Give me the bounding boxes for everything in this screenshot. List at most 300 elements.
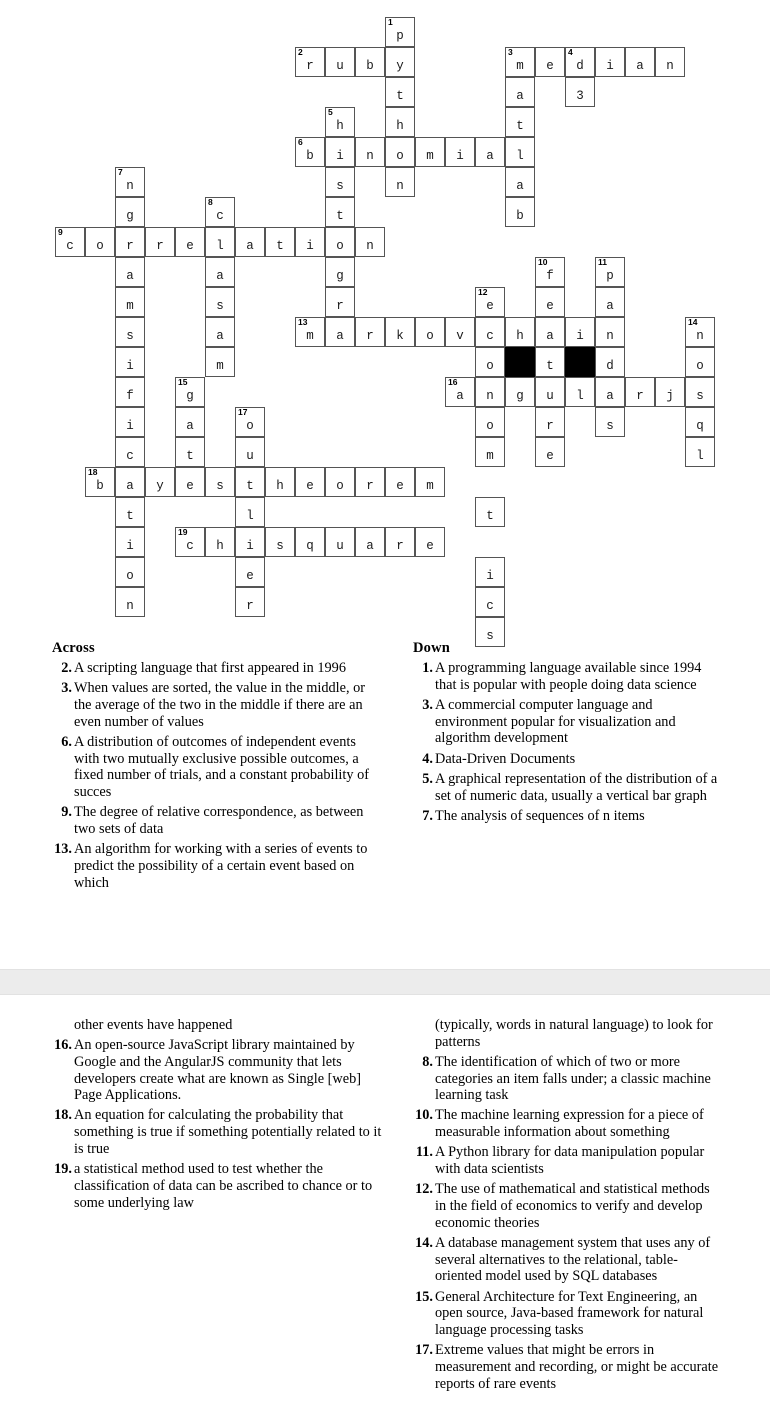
grid-cell-letter: a bbox=[216, 328, 224, 343]
clue-number: 8. bbox=[422, 1053, 433, 1070]
clue-item[interactable] bbox=[52, 841, 383, 891]
clue-item[interactable] bbox=[413, 697, 720, 747]
grid-cell-letter: g bbox=[516, 388, 524, 403]
grid-cell[interactable] bbox=[85, 227, 115, 257]
grid-cell[interactable] bbox=[355, 227, 385, 257]
grid-cell-number: 16 bbox=[448, 377, 458, 387]
grid-cell[interactable] bbox=[595, 47, 625, 77]
grid-cell[interactable] bbox=[595, 317, 625, 347]
grid-cell-letter: m bbox=[426, 478, 434, 493]
grid-cell[interactable] bbox=[205, 197, 235, 227]
grid-cell-number: 15 bbox=[178, 377, 188, 387]
grid-cell-letter: a bbox=[606, 388, 614, 403]
clue-text: A Python library for data manipulation popular with data scientists bbox=[435, 1144, 705, 1178]
grid-cell-letter: c bbox=[486, 328, 494, 343]
grid-cell-letter: r bbox=[126, 238, 134, 253]
grid-cell-letter: o bbox=[246, 418, 254, 433]
grid-cell-letter: p bbox=[606, 268, 614, 283]
clue-item[interactable] bbox=[413, 751, 720, 768]
grid-cell[interactable] bbox=[505, 317, 535, 347]
grid-cell-letter: t bbox=[396, 88, 404, 103]
clue-item[interactable] bbox=[413, 1107, 720, 1140]
grid-cell[interactable] bbox=[325, 257, 355, 287]
grid-cell-letter: c bbox=[186, 538, 194, 553]
clue-item[interactable] bbox=[413, 1144, 720, 1177]
clue-text: A commercial computer language and environment popular for visualization and algorithm development bbox=[435, 696, 676, 747]
clue-item[interactable] bbox=[52, 734, 383, 801]
grid-cell[interactable] bbox=[625, 47, 655, 77]
clue-number: 7. bbox=[422, 807, 433, 824]
grid-cell[interactable] bbox=[475, 287, 505, 317]
clue-item[interactable] bbox=[413, 660, 720, 693]
grid-cell-letter: l bbox=[696, 448, 704, 463]
clue-item[interactable] bbox=[413, 1289, 720, 1339]
grid-cell[interactable] bbox=[175, 227, 205, 257]
grid-cell-letter: m bbox=[486, 448, 494, 463]
grid-cell-letter: e bbox=[306, 478, 314, 493]
grid-cell-letter: b bbox=[366, 58, 374, 73]
clue-item[interactable] bbox=[52, 1161, 383, 1211]
grid-cell-number: 18 bbox=[88, 467, 98, 477]
grid-cell-letter: u bbox=[336, 538, 344, 553]
grid-cell[interactable] bbox=[445, 317, 475, 347]
clue-text: (typically, words in natural language) to look for patterns bbox=[435, 1016, 713, 1050]
clue-item[interactable] bbox=[413, 1017, 720, 1050]
grid-cell-number: 10 bbox=[538, 257, 548, 267]
grid-cell[interactable] bbox=[385, 167, 415, 197]
grid-cell-letter: a bbox=[126, 268, 134, 283]
grid-cell[interactable] bbox=[235, 557, 265, 587]
grid-cell-letter: c bbox=[126, 448, 134, 463]
grid-cell[interactable] bbox=[595, 377, 625, 407]
clue-number: 1. bbox=[422, 660, 433, 676]
grid-cell[interactable] bbox=[265, 527, 295, 557]
grid-cell[interactable] bbox=[115, 287, 145, 317]
grid-cell-letter: o bbox=[336, 238, 344, 253]
clue-text: When values are sorted, the value in the middle, or the average of the two in the middle if there are an even number of values bbox=[74, 680, 365, 730]
down-clue-list-1 bbox=[413, 660, 720, 824]
grid-cell-letter: i bbox=[126, 538, 134, 553]
grid-cell[interactable] bbox=[355, 467, 385, 497]
grid-cell[interactable] bbox=[325, 317, 355, 347]
grid-cell[interactable] bbox=[595, 407, 625, 437]
grid-cell-letter: y bbox=[396, 58, 404, 73]
grid-cell[interactable] bbox=[385, 107, 415, 137]
grid-cell[interactable] bbox=[205, 347, 235, 377]
grid-cell[interactable] bbox=[385, 17, 415, 47]
grid-cell-letter: m bbox=[426, 148, 434, 163]
grid-cell-letter: n bbox=[666, 58, 674, 73]
grid-cell[interactable] bbox=[115, 437, 145, 467]
grid-cell[interactable] bbox=[115, 317, 145, 347]
grid-cell[interactable] bbox=[385, 137, 415, 167]
grid-cell[interactable] bbox=[175, 527, 205, 557]
grid-cell-letter: g bbox=[126, 208, 134, 223]
clue-item[interactable] bbox=[52, 680, 383, 730]
grid-cell[interactable] bbox=[295, 467, 325, 497]
grid-cell[interactable] bbox=[595, 287, 625, 317]
grid-cell-number: 3 bbox=[508, 47, 513, 57]
grid-cell-number: 14 bbox=[688, 317, 698, 327]
grid-cell-letter: r bbox=[246, 598, 254, 613]
grid-cell[interactable] bbox=[475, 317, 505, 347]
grid-cell[interactable] bbox=[385, 47, 415, 77]
clue-text: Data-Driven Documents bbox=[435, 750, 576, 767]
grid-cell[interactable] bbox=[505, 107, 535, 137]
grid-cell[interactable] bbox=[235, 587, 265, 617]
grid-cell[interactable] bbox=[115, 467, 145, 497]
grid-cell[interactable] bbox=[475, 557, 505, 587]
clue-text: The degree of relative correspondence, as between two sets of data bbox=[74, 804, 364, 837]
grid-cell[interactable] bbox=[325, 47, 355, 77]
grid-cell[interactable] bbox=[445, 377, 475, 407]
grid-cell[interactable] bbox=[235, 467, 265, 497]
clue-text: A programming language available since 1994 that is popular with people doing data science bbox=[435, 660, 702, 693]
grid-cell[interactable] bbox=[235, 227, 265, 257]
grid-cell[interactable] bbox=[445, 137, 475, 167]
grid-cell[interactable] bbox=[115, 347, 145, 377]
clue-number: 10. bbox=[415, 1107, 433, 1124]
grid-cell-letter: a bbox=[366, 538, 374, 553]
grid-cell[interactable] bbox=[535, 257, 565, 287]
grid-cell-letter: f bbox=[546, 268, 554, 283]
grid-cell[interactable] bbox=[655, 377, 685, 407]
grid-cell-letter: e bbox=[486, 298, 494, 313]
grid-cell-letter: a bbox=[606, 298, 614, 313]
clue-item[interactable] bbox=[413, 1054, 720, 1104]
grid-cell-letter: g bbox=[336, 268, 344, 283]
grid-cell[interactable] bbox=[175, 437, 205, 467]
grid-cell-blocked bbox=[505, 347, 535, 377]
clue-number: 16. bbox=[54, 1037, 72, 1054]
grid-cell[interactable] bbox=[535, 347, 565, 377]
clue-item[interactable] bbox=[52, 1017, 383, 1034]
grid-cell[interactable] bbox=[625, 377, 655, 407]
grid-cell-letter: b bbox=[96, 478, 104, 493]
grid-cell-blocked bbox=[565, 347, 595, 377]
grid-cell-letter: n bbox=[486, 388, 494, 403]
clue-number: 14. bbox=[415, 1234, 433, 1251]
grid-cell-letter: a bbox=[516, 88, 524, 103]
grid-cell-letter: u bbox=[546, 388, 554, 403]
clue-number: 18. bbox=[54, 1107, 72, 1124]
grid-cell-letter: a bbox=[246, 238, 254, 253]
grid-cell[interactable] bbox=[475, 347, 505, 377]
clue-text: The machine learning expression for a piece of measurable information about something bbox=[435, 1107, 704, 1141]
grid-cell[interactable] bbox=[685, 317, 715, 347]
grid-cell[interactable] bbox=[595, 347, 625, 377]
grid-cell[interactable] bbox=[595, 257, 625, 287]
grid-cell-letter: r bbox=[546, 418, 554, 433]
grid-cell-letter: q bbox=[696, 418, 704, 433]
grid-cell-letter: a bbox=[126, 478, 134, 493]
grid-cell[interactable] bbox=[325, 287, 355, 317]
grid-cell-letter: s bbox=[606, 418, 614, 433]
grid-cell-number: 11 bbox=[598, 257, 607, 267]
grid-cell-letter: r bbox=[156, 238, 164, 253]
grid-cell[interactable] bbox=[115, 497, 145, 527]
clues-page-1 bbox=[0, 640, 770, 895]
grid-cell-letter: n bbox=[126, 598, 134, 613]
grid-cell-letter: l bbox=[516, 148, 524, 163]
grid-cell[interactable] bbox=[385, 467, 415, 497]
grid-cell-letter: a bbox=[336, 328, 344, 343]
grid-cell-letter: k bbox=[396, 328, 404, 343]
grid-cell[interactable] bbox=[535, 377, 565, 407]
clue-text: other events have happened bbox=[74, 1016, 233, 1033]
grid-cell[interactable] bbox=[355, 317, 385, 347]
grid-cell[interactable] bbox=[685, 437, 715, 467]
clue-item[interactable] bbox=[413, 1235, 720, 1285]
grid-cell-letter: i bbox=[486, 568, 494, 583]
grid-cell[interactable] bbox=[295, 47, 325, 77]
grid-cell[interactable] bbox=[265, 467, 295, 497]
grid-cell[interactable] bbox=[205, 227, 235, 257]
grid-cell-letter: f bbox=[126, 388, 134, 403]
clue-text: A distribution of outcomes of independent events with two mutually exclusive possible outcomes, a fixed number of trials, and a constant probability of succes bbox=[74, 733, 369, 801]
grid-cell[interactable] bbox=[115, 587, 145, 617]
grid-cell[interactable] bbox=[145, 467, 175, 497]
grid-cell-letter: b bbox=[306, 148, 314, 163]
grid-cell[interactable] bbox=[565, 77, 595, 107]
grid-cell[interactable] bbox=[205, 317, 235, 347]
grid-cell[interactable] bbox=[565, 47, 595, 77]
clue-number: 5. bbox=[422, 770, 433, 787]
grid-cell[interactable] bbox=[175, 407, 205, 437]
down-clue-list-2 bbox=[413, 1017, 720, 1393]
clue-item[interactable] bbox=[52, 1107, 383, 1157]
grid-cell[interactable] bbox=[475, 377, 505, 407]
grid-cell[interactable] bbox=[475, 137, 505, 167]
grid-cell-letter: a bbox=[636, 58, 644, 73]
across-clue-list-2 bbox=[52, 1017, 383, 1211]
grid-cell[interactable] bbox=[475, 587, 505, 617]
grid-cell[interactable] bbox=[385, 77, 415, 107]
clue-number: 3. bbox=[422, 696, 433, 713]
grid-cell[interactable] bbox=[535, 47, 565, 77]
clue-text: A scripting language that first appeared in 1996 bbox=[74, 660, 346, 676]
grid-cell-letter: a bbox=[456, 388, 464, 403]
clue-item[interactable] bbox=[52, 660, 383, 677]
grid-cell-number: 4 bbox=[568, 47, 573, 57]
grid-cell-letter: t bbox=[486, 508, 494, 523]
grid-cell[interactable] bbox=[415, 527, 445, 557]
grid-cell-letter: j bbox=[666, 388, 674, 403]
grid-cell[interactable] bbox=[385, 527, 415, 557]
grid-cell-letter: t bbox=[186, 448, 194, 463]
grid-cell[interactable] bbox=[685, 407, 715, 437]
across-clue-list-1 bbox=[52, 660, 383, 891]
grid-cell-letter: o bbox=[126, 568, 134, 583]
grid-cell-number: 7 bbox=[118, 167, 123, 177]
grid-cell-letter: i bbox=[336, 148, 344, 163]
grid-cell[interactable] bbox=[295, 317, 325, 347]
grid-cell[interactable] bbox=[415, 467, 445, 497]
grid-cell[interactable] bbox=[535, 407, 565, 437]
grid-cell[interactable] bbox=[415, 317, 445, 347]
grid-cell-letter: o bbox=[426, 328, 434, 343]
grid-cell[interactable] bbox=[115, 167, 145, 197]
grid-cell[interactable] bbox=[385, 317, 415, 347]
grid-cell-letter: i bbox=[126, 358, 134, 373]
grid-cell[interactable] bbox=[205, 287, 235, 317]
grid-cell[interactable] bbox=[535, 287, 565, 317]
grid-cell[interactable] bbox=[235, 527, 265, 557]
clue-text: General Architecture for Text Engineering, an open source, Java-based framework for natural language processing tasks bbox=[435, 1288, 704, 1339]
grid-cell-letter: m bbox=[516, 58, 524, 73]
grid-cell-letter: l bbox=[576, 388, 584, 403]
grid-cell-letter: p bbox=[396, 28, 404, 43]
grid-cell-letter: i bbox=[246, 538, 254, 553]
grid-cell[interactable] bbox=[325, 227, 355, 257]
grid-cell[interactable] bbox=[475, 497, 505, 527]
grid-cell[interactable] bbox=[115, 197, 145, 227]
clue-text: An equation for calculating the probability that something is true if something potentially related to it is true bbox=[74, 1107, 382, 1157]
grid-cell[interactable] bbox=[325, 137, 355, 167]
grid-cell-number: 6 bbox=[298, 137, 303, 147]
down-heading: Down bbox=[413, 640, 451, 656]
grid-cell[interactable] bbox=[235, 497, 265, 527]
grid-cell[interactable] bbox=[535, 437, 565, 467]
clue-number: 19. bbox=[54, 1161, 72, 1178]
grid-cell-number: 8 bbox=[208, 197, 213, 207]
clue-text: An open-source JavaScript library maintained by Google and the AngularJS community that lets developers create what are known as Single [web] Page Applications. bbox=[74, 1037, 362, 1104]
grid-cell-letter: h bbox=[276, 478, 284, 493]
grid-cell[interactable] bbox=[235, 437, 265, 467]
grid-cell-letter: g bbox=[186, 388, 194, 403]
grid-cell-letter: m bbox=[216, 358, 224, 373]
grid-cell[interactable] bbox=[685, 377, 715, 407]
grid-cell[interactable] bbox=[355, 527, 385, 557]
grid-cell[interactable] bbox=[175, 377, 205, 407]
grid-cell-letter: r bbox=[336, 298, 344, 313]
clue-number: 2. bbox=[61, 660, 72, 676]
grid-cell[interactable] bbox=[295, 527, 325, 557]
grid-cell[interactable] bbox=[175, 467, 205, 497]
grid-cell-letter: d bbox=[576, 58, 584, 73]
grid-cell-letter: d bbox=[606, 358, 614, 373]
grid-cell[interactable] bbox=[115, 527, 145, 557]
grid-cell[interactable] bbox=[535, 317, 565, 347]
grid-cell[interactable] bbox=[505, 137, 535, 167]
grid-cell[interactable] bbox=[475, 407, 505, 437]
grid-cell-letter: l bbox=[246, 508, 254, 523]
clue-number: 13. bbox=[54, 841, 72, 858]
grid-cell-letter: i bbox=[606, 58, 614, 73]
grid-cell-letter: o bbox=[486, 418, 494, 433]
grid-cell-letter: s bbox=[696, 388, 704, 403]
clue-number: 6. bbox=[61, 733, 72, 750]
grid-cell-letter: e bbox=[246, 568, 254, 583]
grid-cell[interactable] bbox=[115, 407, 145, 437]
grid-cell[interactable] bbox=[505, 167, 535, 197]
grid-cell-letter: q bbox=[306, 538, 314, 553]
grid-cell-letter: o bbox=[486, 358, 494, 373]
clue-text: The analysis of sequences of n items bbox=[435, 807, 645, 824]
grid-cell-letter: h bbox=[216, 538, 224, 553]
grid-cell[interactable] bbox=[295, 137, 325, 167]
clue-item[interactable] bbox=[413, 1181, 720, 1231]
grid-cell[interactable] bbox=[325, 527, 355, 557]
grid-cell-letter: c bbox=[66, 238, 74, 253]
grid-cell[interactable] bbox=[115, 377, 145, 407]
clue-item[interactable] bbox=[413, 1342, 720, 1392]
grid-cell-number: 9 bbox=[58, 227, 63, 237]
clue-item[interactable] bbox=[413, 808, 720, 825]
grid-cell-number: 13 bbox=[298, 317, 308, 327]
clue-item[interactable] bbox=[52, 804, 383, 837]
grid-cell-letter: n bbox=[366, 148, 374, 163]
grid-cell-letter: t bbox=[546, 358, 554, 373]
grid-cell-letter: l bbox=[216, 238, 224, 253]
grid-cell-letter: y bbox=[156, 478, 164, 493]
grid-cell-letter: s bbox=[276, 538, 284, 553]
clue-number: 4. bbox=[422, 750, 433, 767]
clue-number: 11. bbox=[415, 1144, 433, 1161]
grid-cell-letter: e bbox=[186, 478, 194, 493]
grid-cell-letter: n bbox=[396, 178, 404, 193]
grid-cell[interactable] bbox=[205, 467, 235, 497]
grid-cell[interactable] bbox=[325, 467, 355, 497]
clue-text: An algorithm for working with a series of events to predict the possibility of a certain event based on which bbox=[74, 841, 368, 891]
grid-cell[interactable] bbox=[325, 197, 355, 227]
grid-cell[interactable] bbox=[325, 167, 355, 197]
across-column-2 bbox=[52, 1017, 399, 1396]
grid-cell[interactable] bbox=[505, 77, 535, 107]
grid-cell[interactable] bbox=[355, 47, 385, 77]
clue-number: 3. bbox=[61, 680, 72, 697]
grid-cell-number: 5 bbox=[328, 107, 333, 117]
grid-cell[interactable] bbox=[505, 47, 535, 77]
grid-cell[interactable] bbox=[655, 47, 685, 77]
grid-cell[interactable] bbox=[415, 137, 445, 167]
grid-cell-letter: e bbox=[396, 478, 404, 493]
grid-cell[interactable] bbox=[145, 227, 175, 257]
grid-cell[interactable] bbox=[475, 437, 505, 467]
grid-cell-letter: 3 bbox=[576, 88, 584, 103]
grid-cell-letter: r bbox=[366, 478, 374, 493]
grid-cell-letter: c bbox=[216, 208, 224, 223]
grid-cell[interactable] bbox=[295, 227, 325, 257]
grid-cell[interactable] bbox=[565, 317, 595, 347]
grid-cell-number: 12 bbox=[478, 287, 488, 297]
grid-cell[interactable] bbox=[115, 227, 145, 257]
grid-cell-letter: t bbox=[246, 478, 254, 493]
grid-cell[interactable] bbox=[505, 197, 535, 227]
grid-cell[interactable] bbox=[115, 557, 145, 587]
grid-cell-letter: t bbox=[516, 118, 524, 133]
grid-cell[interactable] bbox=[325, 107, 355, 137]
grid-cell[interactable] bbox=[205, 257, 235, 287]
grid-cell[interactable] bbox=[235, 407, 265, 437]
grid-cell[interactable] bbox=[565, 377, 595, 407]
grid-cell-letter: t bbox=[276, 238, 284, 253]
clue-item[interactable] bbox=[52, 1037, 383, 1104]
grid-cell-letter: r bbox=[306, 58, 314, 73]
clue-number: 9. bbox=[61, 804, 72, 821]
clue-item[interactable] bbox=[413, 771, 720, 804]
grid-cell[interactable] bbox=[85, 467, 115, 497]
grid-cell[interactable] bbox=[505, 377, 535, 407]
grid-cell[interactable] bbox=[55, 227, 85, 257]
grid-cell-letter: n bbox=[606, 328, 614, 343]
grid-cell[interactable] bbox=[355, 137, 385, 167]
grid-cell[interactable] bbox=[205, 527, 235, 557]
grid-cell[interactable] bbox=[265, 227, 295, 257]
grid-cell[interactable] bbox=[685, 347, 715, 377]
grid-cell[interactable] bbox=[115, 257, 145, 287]
grid-cell-letter: s bbox=[126, 328, 134, 343]
